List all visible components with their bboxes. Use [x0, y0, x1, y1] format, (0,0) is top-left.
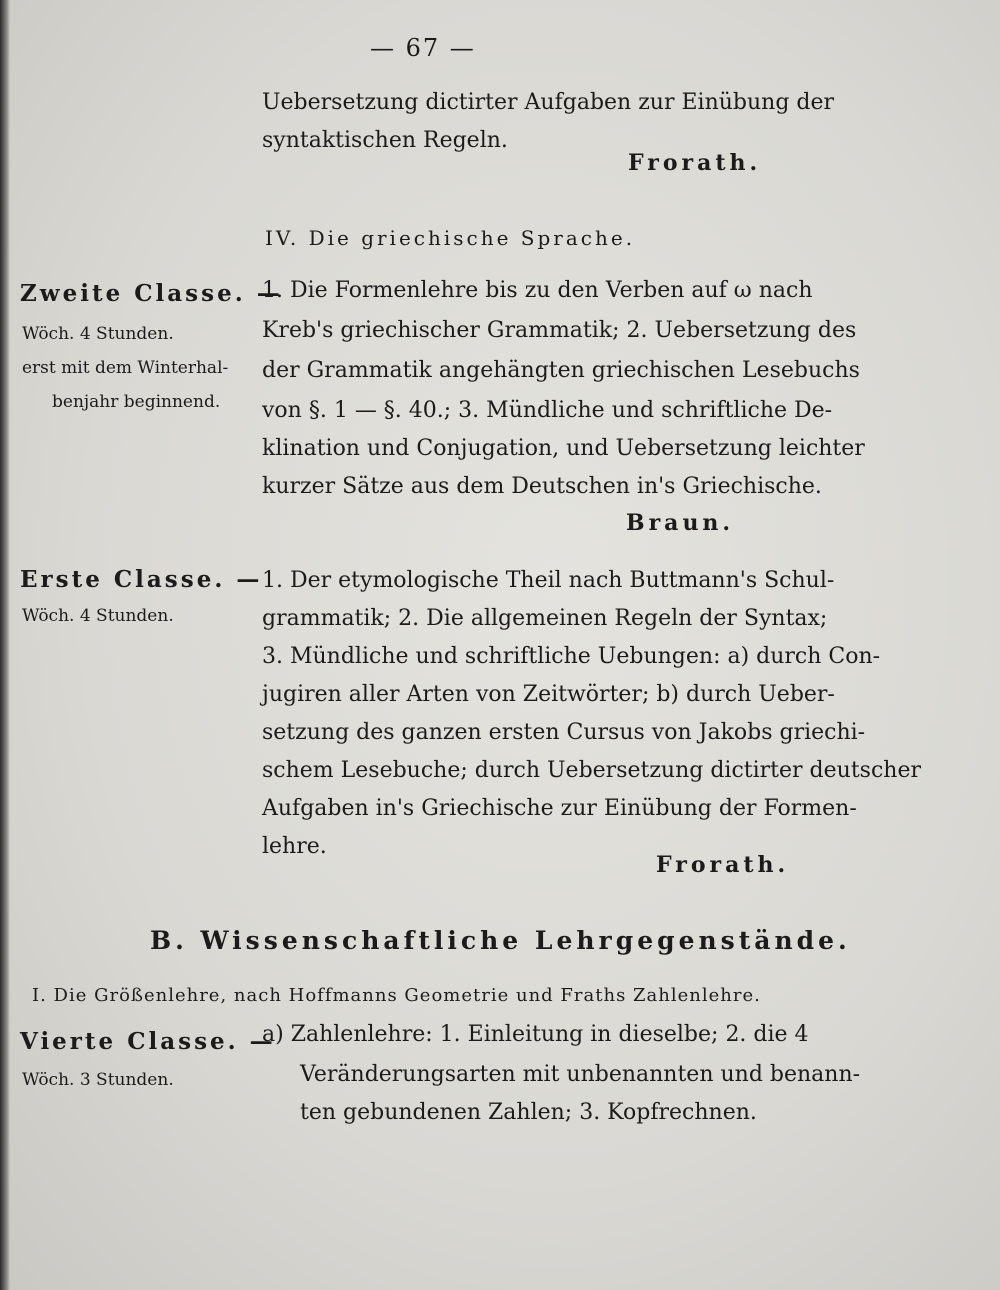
signature-frorath: Frorath. [656, 852, 790, 878]
signature-braun: Braun. [626, 510, 735, 536]
body-line: ten gebundenen Zahlen; 3. Kopfrechnen. [300, 1100, 757, 1125]
subsection-title: I. Die Größenlehre, nach Hoffmanns Geometrie und Fraths Zahlenlehre. [32, 985, 761, 1006]
body-line: 1. Der etymologische Theil nach Buttmann's Schul- [262, 568, 835, 593]
side-note: Wöch. 3 Stunden. [22, 1070, 174, 1090]
body-line: von §. 1 — §. 40.; 3. Mündliche und schriftliche De- [262, 398, 833, 423]
body-line: setzung des ganzen ersten Cursus von Jakobs griechi- [262, 720, 866, 745]
intro-line: syntaktischen Regeln. [262, 128, 508, 153]
body-line: schem Lesebuche; durch Uebersetzung dictirter deutscher [262, 758, 921, 783]
body-line: a) Zahlenlehre: 1. Einleitung in dieselbe; 2. die 4 [262, 1022, 809, 1047]
body-line: kurzer Sätze aus dem Deutschen in's Griechische. [262, 474, 822, 499]
page-edge-shadow [0, 0, 10, 1290]
section-heading: B. Wissenschaftliche Lehrgegenstände. [150, 926, 851, 955]
body-line: 1. Die Formenlehre bis zu den Verben auf ω nach [262, 278, 813, 303]
body-line: Kreb's griechischer Grammatik; 2. Uebersetzung des [262, 318, 857, 343]
class-label-zweite: Zweite Classe. — [20, 280, 283, 307]
body-line: grammatik; 2. Die allgemeinen Regeln der Syntax; [262, 606, 828, 631]
class-label-vierte: Vierte Classe. — [20, 1028, 276, 1055]
side-note: benjahr beginnend. [52, 392, 221, 412]
body-line: 3. Mündliche und schriftliche Uebungen: a) durch Con- [262, 644, 881, 669]
intro-line: Uebersetzung dictirter Aufgaben zur Einübung der [262, 90, 835, 115]
class-label-erste: Erste Classe. — [20, 566, 263, 593]
body-line: der Grammatik angehängten griechischen Lesebuchs [262, 358, 860, 383]
body-line: jugiren aller Arten von Zeitwörter; b) durch Ueber- [262, 682, 835, 707]
body-line: Veränderungsarten mit unbenannten und benann- [300, 1062, 861, 1087]
side-note: Wöch. 4 Stunden. [22, 324, 174, 344]
side-note: Wöch. 4 Stunden. [22, 606, 174, 626]
body-line: klination und Conjugation, und Uebersetzung leichter [262, 436, 865, 461]
side-note: erst mit dem Winterhal- [22, 358, 229, 378]
section-title-greek: IV. Die griechische Sprache. [265, 226, 636, 250]
page-number: — 67 — [370, 34, 476, 62]
signature-frorath: Frorath. [628, 150, 762, 176]
body-line: Aufgaben in's Griechische zur Einübung der Formen- [262, 796, 857, 821]
body-line: lehre. [262, 834, 327, 859]
